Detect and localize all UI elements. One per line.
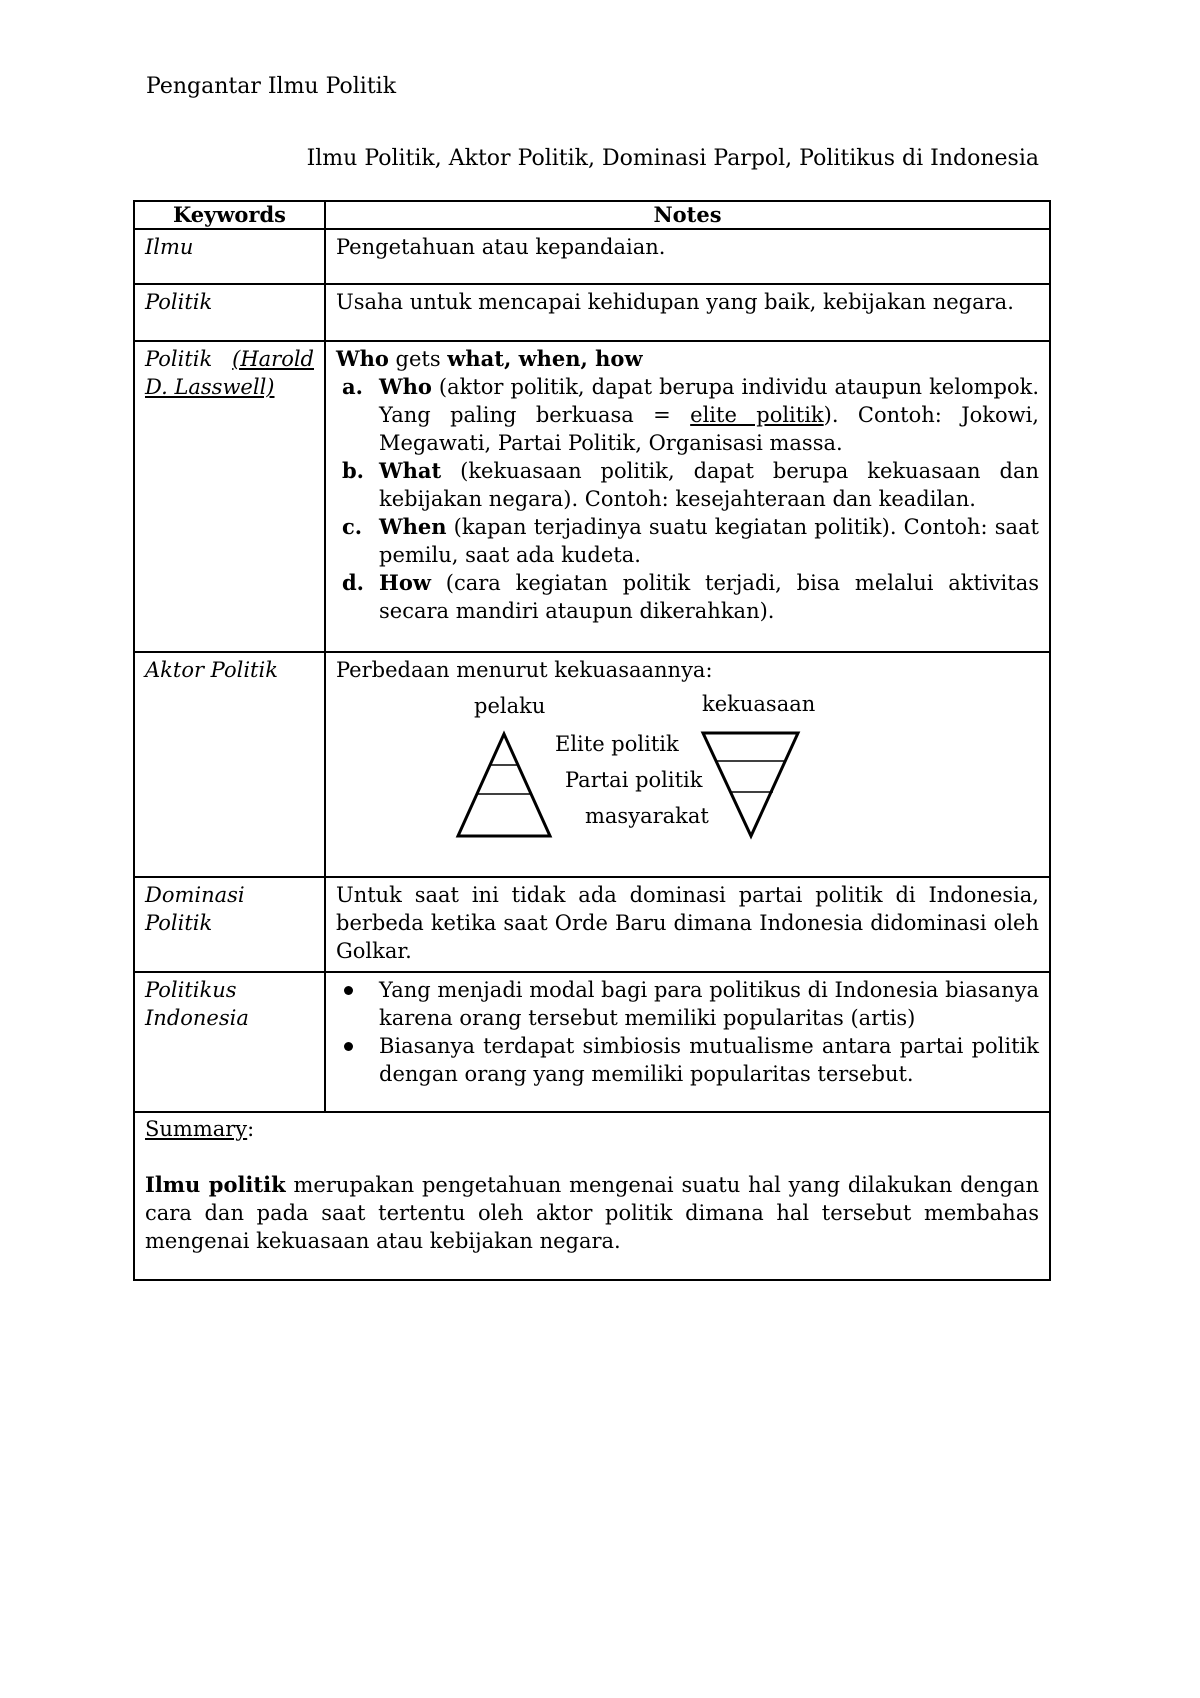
- heading-rest: what, when, how: [447, 346, 643, 371]
- lasswell-heading: [336, 345, 1039, 373]
- table-row: [134, 652, 1050, 877]
- list-term: When: [379, 514, 447, 539]
- list-item: [336, 457, 1039, 513]
- keyword-line: D. Lasswell): [145, 375, 275, 399]
- bullet-icon: [344, 986, 353, 995]
- summary-text: [145, 1171, 1039, 1255]
- cornell-notes-table: [133, 200, 1051, 1281]
- topic-title: Ilmu Politik, Aktor Politik, Dominasi Parpol, Politikus di Indonesia: [306, 146, 1039, 171]
- table-row: [134, 229, 1050, 284]
- list-item: [336, 1032, 1039, 1088]
- note-aktor-politik: [325, 652, 1050, 877]
- summary-bold-term: Ilmu politik: [145, 1172, 286, 1197]
- politikus-bullet-list: [336, 976, 1039, 1088]
- heading-gets: gets: [388, 347, 448, 371]
- list-item: [336, 569, 1039, 625]
- list-text: (kekuasaan politik, dapat berupa kekuasaan dan kebijakan negara). Contoh: kesejahteraan dan keadilan.: [379, 459, 1039, 511]
- bullet-icon: [344, 1042, 353, 1051]
- level-partai-politik: Partai politik: [565, 768, 703, 792]
- list-term: How: [379, 570, 431, 595]
- table-row: [134, 284, 1050, 341]
- power-pyramid-diagram: [336, 684, 1039, 872]
- level-elite-politik: Elite politik: [555, 732, 679, 756]
- label-pelaku: pelaku: [474, 694, 546, 718]
- summary-row: [134, 1112, 1050, 1280]
- keywords-header: Keywords: [134, 201, 325, 229]
- note-dominasi-politik: Untuk saat ini tidak ada dominasi partai politik di Indonesia, berbeda ketika saat Orde Baru dimana Indonesia didominasi oleh Golkar.: [325, 877, 1050, 972]
- table-row: [134, 972, 1050, 1112]
- summary-label-text: Summary: [145, 1117, 248, 1141]
- bullet-text: Biasanya terdapat simbiosis mutualisme antara partai politik dengan orang yang memiliki popularitas tersebut.: [379, 1034, 1039, 1086]
- list-text: ). Contoh: Jokowi, Megawati, Partai Politik, Organisasi massa.: [379, 403, 1039, 455]
- note-politik-lasswell: [325, 341, 1050, 652]
- keyword-politik-lasswell: [134, 341, 325, 652]
- table-row: [134, 877, 1050, 972]
- note-politik: Usaha untuk mencapai kehidupan yang baik, kebijakan negara.: [325, 284, 1050, 341]
- lasswell-list: [336, 373, 1039, 625]
- aktor-intro: Perbedaan menurut kekuasaannya:: [336, 658, 713, 682]
- list-term: What: [379, 458, 442, 483]
- summary-label: [145, 1115, 1039, 1143]
- keyword-line: Politikus: [145, 978, 237, 1002]
- bullet-text: Yang menjadi modal bagi para politikus di Indonesia biasanya karena orang tersebut memiliki popularitas (artis): [379, 978, 1039, 1030]
- list-marker: a.: [342, 374, 363, 399]
- summary-colon: :: [247, 1117, 255, 1141]
- level-masyarakat: masyarakat: [585, 804, 709, 828]
- list-text: (kapan terjadinya suatu kegiatan politik). Contoh: saat pemilu, saat ada kudeta.: [379, 515, 1039, 567]
- heading-who: Who: [336, 346, 389, 371]
- note-politikus-indonesia: [325, 972, 1050, 1112]
- label-kekuasaan: kekuasaan: [702, 692, 816, 716]
- notes-header: Notes: [325, 201, 1050, 229]
- list-item: [336, 976, 1039, 1032]
- note-ilmu: Pengetahuan atau kepandaian.: [325, 229, 1050, 284]
- keyword-line: Indonesia: [145, 1006, 249, 1030]
- summary-cell: [134, 1112, 1050, 1280]
- summary-body: merupakan pengetahuan mengenai suatu hal yang dilakukan dengan cara dan pada saat tertentu oleh aktor politik dimana hal tersebut membahas mengenai kekuasaan atau kebijakan negara.: [145, 1173, 1039, 1253]
- keyword-dominasi-politik: Dominasi Politik: [134, 877, 325, 972]
- actor-pyramid-shape: [458, 734, 550, 836]
- keyword-politikus-indonesia: [134, 972, 325, 1112]
- underlined-term: elite politik: [690, 403, 824, 427]
- list-text: (aktor politik, dapat berupa individu ataupun kelompok. Yang paling berkuasa =: [379, 375, 1039, 427]
- keyword-aktor-politik: Aktor Politik: [134, 652, 325, 877]
- keyword-ilmu: Ilmu: [134, 229, 325, 284]
- table-row: [134, 341, 1050, 652]
- keyword-part: Politik: [145, 347, 213, 371]
- keyword-part: (Harold: [232, 347, 314, 371]
- list-marker: b.: [342, 458, 364, 483]
- list-marker: d.: [342, 570, 364, 595]
- course-title: Pengantar Ilmu Politik: [146, 74, 397, 99]
- list-term: Who: [379, 374, 432, 399]
- list-marker: c.: [342, 514, 363, 539]
- list-item: [336, 373, 1039, 457]
- list-item: [336, 513, 1039, 569]
- keyword-politik: Politik: [134, 284, 325, 341]
- table-header-row: [134, 201, 1050, 229]
- summary-spacer: [145, 1143, 1039, 1171]
- power-pyramid-shape: [703, 733, 798, 836]
- list-text: (cara kegiatan politik terjadi, bisa melalui aktivitas secara mandiri ataupun dikerahkan).: [379, 571, 1039, 623]
- keyword-line: [145, 345, 314, 373]
